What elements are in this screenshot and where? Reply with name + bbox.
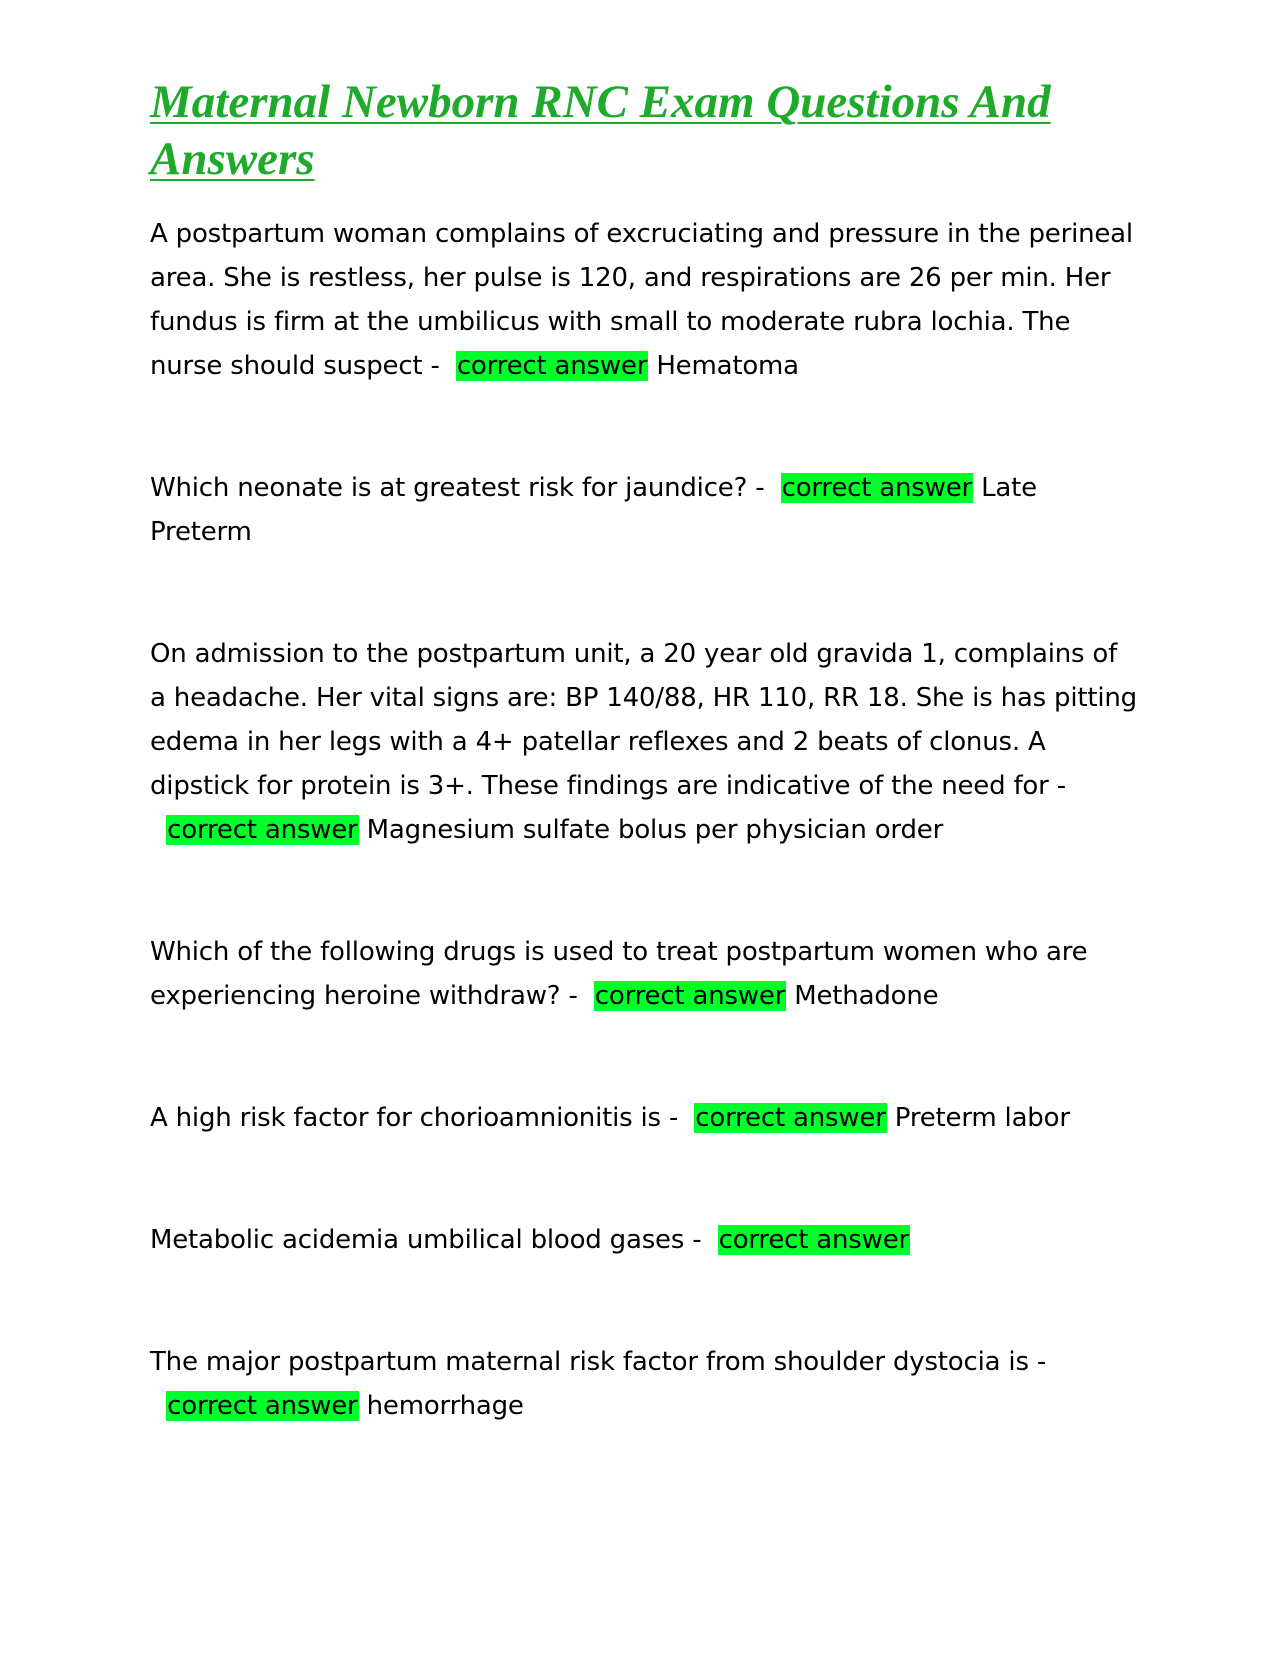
answer-highlight: correct answer <box>167 815 358 845</box>
answer-highlight: correct answer <box>695 1103 886 1133</box>
answer-text: Late Preterm <box>150 473 1037 547</box>
qa-item-6 <box>150 1218 1140 1262</box>
qa-item-5 <box>150 1096 1140 1140</box>
answer-text: Magnesium sulfate bolus per physician order <box>366 815 944 845</box>
answer-text: Hematoma <box>656 351 799 381</box>
question-text: Which of the following drugs is used to treat postpartum women who are experiencing heroine withdraw? - <box>150 937 1088 1011</box>
question-text: The major postpartum maternal risk factor from shoulder dystocia is - <box>150 1347 1047 1377</box>
question-text: Which neonate is at greatest risk for jaundice? - <box>150 473 765 503</box>
document-title: Maternal Newborn RNC Exam Questions And Answers <box>150 76 1051 185</box>
question-text: A high risk factor for chorioamnionitis is - <box>150 1103 679 1133</box>
question-text: A postpartum woman complains of excruciating and pressure in the perineal area. She is restless, her pulse is 120, and respirations are 26 per min. Her fundus is firm at the umbilicus with small to moderate rubra lochia. The nurse should suspect - <box>150 219 1133 381</box>
question-text: On admission to the postpartum unit, a 20 year old gravida 1, complains of a headache. Her vital signs are: BP 140/88, HR 110, RR 18. She is has pitting edema in her legs with a 4+ patellar reflexes and 2 beats of clonus. A dipstick for protein is 3+. These findings are indicative of the need for - <box>150 639 1137 801</box>
answer-highlight: correct answer <box>781 473 973 503</box>
answer-text: Methadone <box>794 981 939 1011</box>
answer-highlight: correct answer <box>167 1391 358 1421</box>
qa-item-4 <box>150 930 1140 1018</box>
question-text: Metabolic acidemia umbilical blood gases - <box>150 1225 702 1255</box>
qa-item-3 <box>150 632 1140 852</box>
answer-highlight: correct answer <box>718 1225 910 1255</box>
answer-text: Preterm labor <box>894 1103 1070 1133</box>
document-page <box>150 74 1140 1506</box>
qa-item-7 <box>150 1340 1140 1428</box>
qa-item-1 <box>150 212 1140 388</box>
answer-highlight: correct answer <box>456 351 648 381</box>
answer-highlight: correct answer <box>594 981 786 1011</box>
qa-item-2 <box>150 466 1140 554</box>
answer-text: hemorrhage <box>366 1391 524 1421</box>
